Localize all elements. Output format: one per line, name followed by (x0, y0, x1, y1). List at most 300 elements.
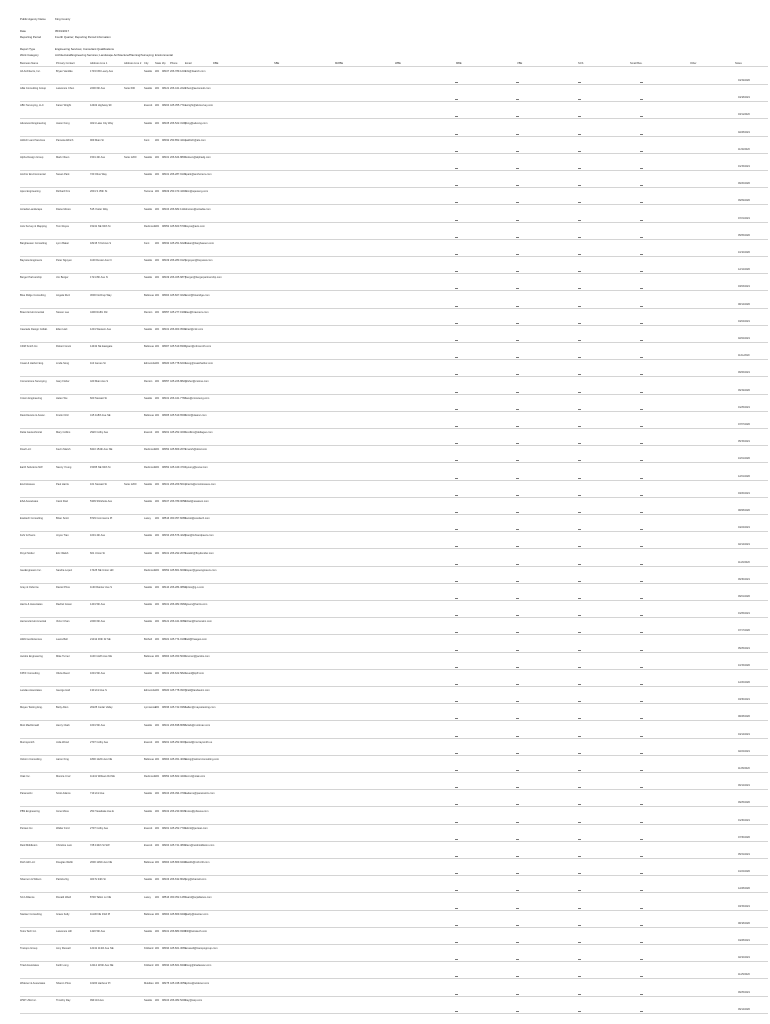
table-cell: Mike Turner (56, 654, 70, 658)
table-cell: WA (155, 878, 160, 882)
table-cell: WA (155, 190, 160, 194)
row-divider (20, 239, 768, 240)
flag-mark (578, 374, 581, 375)
row-divider (20, 892, 768, 893)
table-cell: 98052 (162, 465, 170, 469)
table-cell: Seattle (144, 500, 153, 503)
table-cell: 11241 Willows Rd NE (90, 775, 115, 779)
flag-mark (516, 632, 519, 633)
table-cell: ESA Associates (20, 500, 39, 503)
row-divider (20, 806, 768, 807)
date-cell: 11/11/2020 (738, 354, 750, 358)
table-cell: Christine Lam (56, 844, 73, 847)
flag-mark (455, 684, 458, 685)
table-cell: 98516 (162, 517, 170, 521)
table-cell: aking@osbornconsulting.com (185, 758, 220, 761)
date-cell: 05/05/2020 (738, 233, 750, 237)
row-divider (20, 669, 768, 670)
flag-mark (516, 598, 519, 599)
table-cell: hwu@crowneng.com (185, 396, 210, 400)
table-cell: Julia Wood (56, 740, 69, 744)
flag-mark (516, 718, 519, 719)
table-cell: WA (155, 242, 160, 245)
table-cell: pharris@enviroissues.com (185, 482, 216, 486)
table-cell: Gary Fisher (56, 379, 70, 383)
table-cell: Frank Ortiz (56, 414, 69, 417)
table-cell: rgreen@harris.com (185, 603, 208, 607)
table-cell: Bravo Environmental (20, 310, 45, 314)
flag-mark (640, 426, 643, 427)
table-cell: 98109 (162, 276, 170, 280)
table-cell: hclark@mottmac.com (185, 723, 211, 727)
table-cell: HWA GeoSciences (20, 637, 42, 641)
flag-mark (516, 306, 519, 307)
table-cell: 206.682.1111 (170, 207, 186, 211)
table-cell: WA (155, 465, 160, 469)
table-cell: 98004 (162, 654, 170, 658)
table-cell: Cascade Design Collab. (20, 328, 48, 331)
table-cell: 15365 NE 90th St (90, 465, 111, 469)
table-cell: 98101 (162, 672, 170, 675)
row-divider (20, 222, 768, 223)
table-cell: 1420 5th Ave (90, 930, 106, 933)
row-divider (20, 720, 768, 721)
date-cell: 10/22/2020 (738, 870, 750, 874)
table-cell: Roth Hill LLC (20, 861, 36, 865)
column-header: SCS (578, 62, 584, 65)
column-header: MWBE (335, 62, 344, 65)
flag-mark (516, 392, 519, 393)
row-divider (20, 652, 768, 653)
table-cell: 909 Main St (90, 138, 104, 142)
table-cell: Joyce Tran (56, 534, 69, 538)
table-cell: 2707 Colby Ave (90, 740, 109, 744)
table-cell: rkim@apexeng.com (185, 190, 209, 194)
date-cell: 01/05/2021 (738, 612, 750, 616)
row-divider (20, 634, 768, 635)
table-cell: 1601 5th Ave (90, 723, 106, 727)
flag-mark (578, 890, 581, 891)
table-cell: WA (155, 981, 160, 985)
table-cell: WA (155, 706, 160, 710)
flag-mark (516, 478, 519, 479)
table-cell: Peter Nguyen (56, 259, 72, 263)
table-cell: Seattle (144, 620, 153, 624)
table-cell: 98101 (162, 156, 170, 159)
flag-mark (455, 340, 458, 341)
table-cell: 2517 Eastlake Ave E (90, 809, 114, 813)
flag-mark (516, 185, 519, 186)
row-divider (20, 325, 768, 326)
table-cell: Perteet Inc. (20, 826, 34, 830)
table-cell: Daniel Price (56, 586, 70, 589)
table-cell: Seattle (144, 809, 153, 813)
flag-mark (455, 632, 458, 633)
row-divider (20, 789, 768, 790)
table-cell: Lacey (144, 895, 151, 899)
flag-mark (640, 804, 643, 805)
date-cell: 01/25/2021 (738, 405, 750, 409)
table-cell: bscott@exeltech.com (185, 517, 210, 521)
row-divider (20, 118, 768, 119)
date-cell: 07/17/2020 (738, 629, 750, 633)
table-cell: 98109 (162, 259, 170, 263)
row-divider (20, 170, 768, 171)
table-cell: 1201 Western Ave (90, 328, 112, 331)
table-cell: Redmond (144, 465, 156, 469)
table-cell: Aaron King (56, 758, 69, 761)
flag-mark (640, 770, 643, 771)
flag-mark (455, 357, 458, 358)
table-cell: WA (155, 912, 160, 916)
flag-mark (516, 770, 519, 771)
table-cell: 98144 (162, 586, 170, 589)
table-cell: 98107 (162, 500, 170, 503)
row-divider (20, 617, 768, 618)
table-cell: 98201 (162, 431, 170, 435)
table-cell: WA (155, 947, 160, 951)
flag-mark (455, 1011, 458, 1012)
table-cell: 98154 (162, 534, 170, 538)
table-cell: Osborn Consulting (20, 758, 42, 761)
table-cell: WA (155, 861, 160, 865)
table-cell: WA (155, 895, 160, 899)
table-cell: 719 2nd Ave (90, 792, 105, 796)
table-cell: Kent (144, 242, 150, 245)
table-cell: Carol Diaz (56, 500, 69, 503)
flag-mark (455, 374, 458, 375)
table-cell: Seattle (144, 482, 153, 486)
table-cell: 98107 (162, 70, 170, 73)
table-cell: lbaker@barghausen.com (185, 242, 215, 245)
table-cell: KPFF Consulting (20, 672, 40, 675)
row-divider (20, 1013, 768, 1014)
flag-mark (578, 873, 581, 874)
table-cell: Amy Russell (56, 947, 71, 951)
table-cell: Suite 1200 (124, 482, 137, 486)
flag-mark (640, 650, 643, 651)
table-cell: 425.519.6500 (170, 414, 186, 417)
date-cell: 08/14/2020 (738, 302, 750, 306)
table-cell: aruiz@blueridge.com (185, 293, 210, 297)
flag-mark (455, 718, 458, 719)
table-cell: 420 Main Ave S (90, 379, 109, 383)
flag-mark (455, 237, 458, 238)
table-cell: 98052 (162, 448, 170, 452)
table-cell: slee@bravoenv.com (185, 310, 209, 314)
header-label: Reporting Period (20, 35, 41, 39)
row-divider (20, 514, 768, 515)
flag-mark (516, 615, 519, 616)
table-cell: Advanced Engineering (20, 121, 47, 125)
table-cell: Seattle (144, 878, 153, 882)
row-divider (20, 841, 768, 842)
flag-mark (516, 856, 519, 857)
table-cell: Redmond (144, 568, 156, 572)
table-cell: Dowl LLC (20, 448, 32, 452)
table-cell: Mary Collins (56, 431, 71, 435)
table-cell: Tom Reyes (56, 224, 69, 228)
flag-mark (455, 134, 458, 135)
table-cell: WA (155, 930, 160, 933)
table-cell: kwright@abcsurvey.com (185, 104, 214, 108)
table-cell: WA (155, 328, 160, 331)
table-cell: 600 Stewart St (90, 396, 108, 400)
flag-mark (455, 546, 458, 547)
row-divider (20, 824, 768, 825)
table-cell: Fehr & Peers (20, 534, 36, 538)
table-cell: WA (155, 70, 160, 73)
table-cell: 206.441.9080 (170, 620, 186, 624)
date-cell: 08/18/2020 (738, 921, 750, 925)
date-cell: 03/20/2021 (738, 491, 750, 495)
table-cell: WA (155, 534, 160, 538)
table-cell: Seattle (144, 551, 153, 555)
flag-mark (516, 839, 519, 840)
table-cell: 206.632.8020 (170, 878, 186, 882)
flag-mark (578, 581, 581, 582)
date-cell: 06/30/2021 (738, 577, 750, 581)
date-cell: 11/20/2020 (738, 560, 750, 564)
table-cell: WA (155, 104, 160, 108)
table-cell: WA (155, 482, 160, 486)
table-cell: Seattle (144, 156, 153, 159)
table-cell: 515 Yesler Way (90, 207, 108, 211)
table-cell: 425.348.3059 (170, 981, 186, 985)
table-cell: 425.869.9448 (170, 861, 186, 865)
table-cell: Mott MacDonald (20, 723, 39, 727)
table-cell: Tetra Tech Inc. (20, 930, 37, 933)
table-cell: Bryan Vandike (56, 70, 73, 73)
flag-mark (640, 134, 643, 135)
flag-mark (640, 736, 643, 737)
flag-mark (516, 116, 519, 117)
table-cell: 425.449.4704 (170, 465, 186, 469)
flag-mark (578, 254, 581, 255)
flag-mark (578, 220, 581, 221)
flag-mark (516, 736, 519, 737)
table-cell: 425.778.0907 (170, 689, 186, 693)
table-cell: Seattle (144, 792, 153, 796)
table-cell: 98121 (162, 87, 170, 91)
table-cell: PBS Engineering (20, 809, 40, 813)
table-cell: 2200 6th Ave (90, 87, 106, 91)
table-cell: Redmond (144, 775, 156, 779)
header-value: Fourth Quarter; Reporting Period Information (55, 35, 111, 39)
table-cell: Lacey (144, 517, 151, 521)
table-cell: WA (155, 775, 160, 779)
table-cell: SCJ Alliance (20, 895, 35, 899)
flag-mark (516, 908, 519, 909)
table-cell: 12131 113th Ave NE (90, 947, 114, 951)
table-cell: Brian Scott (56, 517, 69, 521)
flag-mark (516, 822, 519, 823)
table-cell: lchen@aeconsult.com (185, 87, 211, 91)
flag-mark (516, 374, 519, 375)
table-cell: Landau Associates (20, 689, 42, 693)
table-cell: Seattle (144, 998, 153, 1002)
row-divider (20, 376, 768, 377)
flag-mark (640, 168, 643, 169)
table-cell: 1100 Dexter Ave N (90, 259, 112, 263)
flag-mark (516, 426, 519, 427)
table-cell: Arcadia Landscape (20, 207, 43, 211)
table-cell: jwood@murraysmith.us (185, 740, 213, 744)
table-cell: David Evans & Assoc. (20, 414, 46, 417)
table-cell: Timothy Ray (56, 998, 71, 1002)
table-cell: nyoung@esnw.com (185, 465, 208, 469)
row-divider (20, 961, 768, 962)
table-cell: Edmonds (144, 362, 155, 366)
table-cell: Keith Long (56, 964, 69, 968)
table-cell: Everett (144, 431, 153, 435)
table-cell: WA (155, 826, 160, 830)
flag-mark (640, 598, 643, 599)
table-cell: Alpha Design Group (20, 156, 44, 159)
flag-mark (640, 237, 643, 238)
table-cell: 4400 Ruffin Rd (90, 310, 108, 314)
table-cell: 10200 Harbour Pl (90, 981, 111, 985)
row-divider (20, 910, 768, 911)
flag-mark (455, 873, 458, 874)
table-cell: Renton (144, 310, 153, 314)
table-cell: Coast & Harbor Eng. (20, 362, 44, 366)
table-cell: ghall@landauinc.com (185, 689, 210, 693)
table-cell: 98036 (162, 706, 170, 710)
flag-mark (516, 667, 519, 668)
flag-mark (640, 564, 643, 565)
flag-mark (578, 736, 581, 737)
flag-mark (578, 134, 581, 135)
table-cell: 98201 (162, 826, 170, 830)
table-cell: 2600 116th Ave NE (90, 861, 113, 865)
flag-mark (455, 99, 458, 100)
flag-mark (516, 134, 519, 135)
flag-mark (578, 925, 581, 926)
date-cell: 02/10/2021 (738, 956, 750, 960)
column-header: VBE (517, 62, 523, 65)
table-cell: WA (155, 637, 160, 641)
table-cell: Earth Solutions NW (20, 465, 43, 469)
row-divider (20, 738, 768, 739)
table-cell: Nancy Young (56, 465, 72, 469)
date-cell: 12/01/2020 (738, 474, 750, 478)
flag-mark (640, 890, 643, 891)
flag-mark (578, 116, 581, 117)
table-cell: Seattle (144, 259, 153, 263)
flag-mark (640, 959, 643, 960)
table-cell: Lawrence Hill (56, 930, 72, 933)
table-cell: 206.269.5041 (170, 482, 186, 486)
table-cell: Scott Adams (56, 792, 71, 796)
date-cell: 08/08/2020 (738, 509, 750, 512)
table-cell: Everett (144, 104, 153, 108)
header-value: King County (55, 17, 71, 21)
table-cell: 253.473.4494 (170, 190, 186, 194)
flag-mark (455, 822, 458, 823)
table-cell: 206.441.2222 (170, 87, 186, 91)
table-cell: 8410 154th Ave NE (90, 448, 113, 452)
flag-mark (578, 426, 581, 427)
table-cell: 206.382.5200 (170, 998, 186, 1002)
row-divider (20, 497, 768, 498)
flag-mark (516, 288, 519, 289)
table-cell: Diane Moore (56, 207, 71, 211)
table-cell: Seattle (144, 328, 153, 331)
column-header: DBE (213, 62, 219, 65)
table-cell: Redmond (144, 448, 156, 452)
table-cell: 5309 Shilshole Ave (90, 500, 113, 503)
table-cell: Anchor Environmental (20, 173, 46, 177)
table-cell: 98102 (162, 809, 170, 813)
table-cell: 98101 (162, 328, 170, 331)
table-cell: WA (155, 276, 160, 280)
table-cell: Floyd Snider (20, 551, 35, 555)
table-cell: Mark Olsen (56, 156, 70, 159)
row-divider (20, 273, 768, 274)
flag-mark (516, 99, 519, 100)
table-cell: 98052 (162, 224, 170, 228)
table-cell: WA (155, 396, 160, 400)
flag-mark (455, 512, 458, 513)
flag-mark (516, 220, 519, 221)
table-cell: 1001 4th Ave (90, 534, 106, 538)
table-cell: Irene Moss (56, 809, 69, 813)
flag-mark (516, 323, 519, 324)
table-cell: 1100 112th Ave NE (90, 654, 112, 658)
date-cell: 03/03/2021 (738, 285, 750, 289)
table-cell: 206.325.6877 (170, 276, 186, 280)
table-cell: Helen Wu (56, 396, 68, 400)
flag-mark (455, 220, 458, 221)
table-cell: Bayview Engineers (20, 259, 43, 263)
table-cell: 425.355.7711 (170, 104, 186, 108)
table-cell: Walter Ford (56, 826, 70, 830)
table-cell: Eric Walsh (56, 551, 69, 555)
header-value: 05/01/2017 (55, 29, 69, 33)
flag-mark (578, 564, 581, 565)
flag-mark (578, 357, 581, 358)
flag-mark (640, 443, 643, 444)
table-cell: 425.226.8822 (170, 379, 186, 383)
flag-mark (455, 908, 458, 909)
date-cell: 08/28/2020 (738, 715, 750, 719)
flag-mark (578, 770, 581, 771)
table-cell: 98034 (162, 964, 170, 968)
date-cell: 01/15/2021 (738, 165, 750, 168)
table-cell: Kevin Marsh (56, 448, 71, 452)
table-cell: WA (155, 138, 160, 142)
table-cell: 728 134th St SW (90, 844, 110, 847)
table-cell: jberger@bergerpartnership.com (185, 276, 222, 280)
table-cell: dwebb@roth-hill.com (185, 861, 210, 865)
table-cell: Lynn Baker (56, 242, 70, 245)
table-cell: Everett (144, 740, 153, 744)
table-cell: Ronald Ward (56, 895, 72, 899)
flag-mark (455, 959, 458, 960)
table-cell: mcruz@otak.com (185, 775, 206, 779)
flag-mark (578, 804, 581, 805)
table-cell: 98516 (162, 895, 170, 899)
table-cell: 206.394.3700 (170, 792, 186, 796)
row-divider (20, 428, 768, 429)
flag-mark (516, 804, 519, 805)
flag-mark (455, 976, 458, 977)
table-cell: 425.451.4009 (170, 758, 186, 761)
table-cell: 425.742.9360 (170, 706, 186, 710)
row-divider (20, 996, 768, 997)
row-divider (20, 944, 768, 945)
